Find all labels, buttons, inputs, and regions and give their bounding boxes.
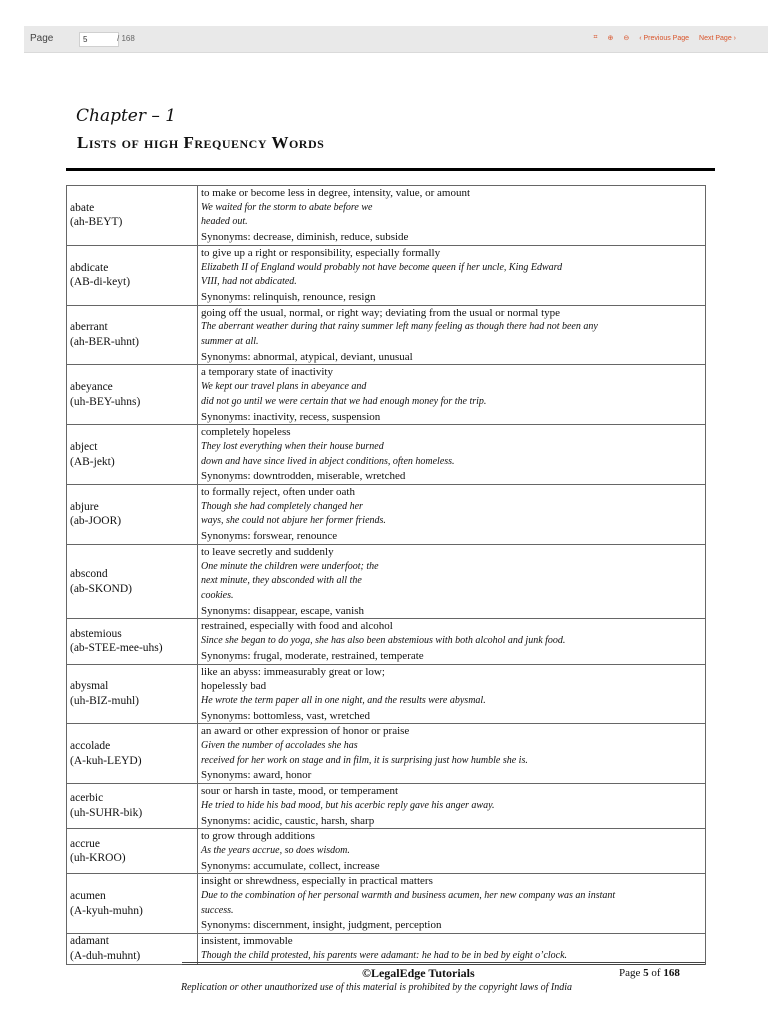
word-row [67,784,706,829]
headword: abdicate [70,261,109,274]
headword: accrue [70,837,100,850]
synonyms-line: Synonyms: frugal, moderate, restrained, temperate [201,649,424,662]
example-sentence: next minute, they absconded with all the [201,575,362,587]
headword: abjure [70,500,99,513]
word-row [67,724,706,784]
synonyms-line: Synonyms: accumulate, collect, increase [201,859,380,872]
example-sentence: did not go until we were certain that we had enough money for the trip. [201,395,487,407]
word-cell [67,544,198,619]
definition-line: completely hopeless [201,426,291,439]
definition-line: insight or shrewdness, especially in practical matters [201,875,433,888]
footer-divider-second [182,964,705,965]
zoom-in-icon[interactable]: ⊕ [607,35,614,42]
pronunciation: (uh-SUHR-bik) [70,807,143,820]
definition-line: sour or harsh in taste, mood, or temperament [201,785,399,798]
definition-cell [198,485,706,545]
definition-cell [198,784,706,829]
word-row [67,485,706,545]
example-sentence: headed out. [201,216,248,228]
synonyms-line: Synonyms: award, honor [201,769,312,782]
word-cell [67,365,198,425]
example-sentence: We waited for the storm to abate before we [201,201,373,213]
word-row [67,245,706,305]
word-row [67,619,706,664]
word-row [67,186,706,246]
page-number-input[interactable] [79,32,119,47]
copyright-notice: Replication or other unauthorized use of this material is prohibited by the copyright laws of India [181,982,572,993]
definition-cell [198,245,706,305]
definition-line: hopelessly bad [201,680,267,693]
definition-cell [198,874,706,934]
footer-divider [182,962,705,963]
headword: aberrant [70,321,108,334]
headword: abysmal [70,680,109,693]
pronunciation: (ab-SKOND) [70,582,132,595]
definition-cell [198,305,706,365]
synonyms-line: Synonyms: downtrodden, miserable, wretched [201,470,406,483]
synonyms-line: Synonyms: discernment, insight, judgment, perception [201,919,442,932]
page-total: / 168 [117,34,135,43]
definition-line: a temporary state of inactivity [201,366,333,379]
definition-cell [198,724,706,784]
example-sentence: Elizabeth II of England would probably not have become queen if her uncle, King Edward [201,261,563,273]
example-sentence: The aberrant weather during that rainy summer left many feeling as though there had not been any [201,321,598,333]
next-page-button[interactable]: Next Page › [699,34,736,42]
word-row [67,365,706,425]
definition-cell [198,365,706,425]
example-sentence: Though she had completely changed her [201,500,363,512]
synonyms-line: Synonyms: relinquish, renounce, resign [201,290,376,303]
word-cell [67,186,198,246]
word-row [67,874,706,934]
synonyms-line: Synonyms: abnormal, atypical, deviant, unusual [201,350,413,363]
footer-page-prefix: Page [619,967,644,979]
word-cell [67,874,198,934]
pronunciation: (A-kuh-LEYD) [70,754,142,767]
page-label: Page [30,33,54,44]
example-sentence: received for her work on stage and in film, it is surprising just how humble she is. [201,754,528,766]
title-divider [66,168,715,171]
pronunciation: (uh-BEY-uhns) [70,395,141,408]
definition-line: an award or other expression of honor or praise [201,725,410,738]
word-table-body [67,186,706,965]
footer-page-of: of [648,967,664,979]
definition-cell [198,934,706,964]
definition-line: restrained, especially with food and alcohol [201,620,393,633]
definition-cell [198,544,706,619]
footer-page-total: 168 [663,967,680,979]
word-cell [67,724,198,784]
example-sentence: One minute the children were underfoot; the [201,560,379,572]
example-sentence: VIII, had not abdicated. [201,276,297,288]
synonyms-line: Synonyms: forswear, renounce [201,530,338,543]
synonyms-line: Synonyms: decrease, diminish, reduce, subside [201,231,409,244]
definition-line: to give up a right or responsibility, especially formally [201,246,441,259]
pronunciation: (A-kyuh-muhn) [70,904,143,917]
word-cell [67,245,198,305]
headword: acerbic [70,792,104,805]
word-row [67,425,706,485]
definition-cell [198,829,706,874]
word-row [67,934,706,964]
example-sentence: down and have since lived in abject conditions, often homeless. [201,455,455,467]
word-row [67,664,706,724]
footer-brand: ©LegalEdge Tutorials [362,966,475,980]
headword: abate [70,201,95,214]
fit-page-icon[interactable]: ⌗ [593,34,598,41]
pronunciation: (ah-BEYT) [70,216,123,229]
definition-cell [198,186,706,246]
headword: abstemious [70,627,122,640]
pronunciation: (AB-jekt) [70,455,115,468]
synonyms-line: Synonyms: acidic, caustic, harsh, sharp [201,814,375,827]
example-sentence: As the years accrue, so does wisdom. [201,844,350,856]
word-table [66,185,706,965]
example-sentence: We kept our travel plans in abeyance and [201,381,367,393]
example-sentence: He wrote the term paper all in one night, and the results were abysmal. [201,694,486,706]
definition-cell [198,619,706,664]
previous-page-button[interactable]: ‹ Previous Page [639,34,690,42]
pronunciation: (ab-JOOR) [70,515,122,528]
word-row [67,829,706,874]
definition-cell [198,425,706,485]
example-sentence: cookies. [201,589,234,601]
pronunciation: (ah-BER-uhnt) [70,336,139,349]
word-cell [67,485,198,545]
synonyms-line: Synonyms: bottomless, vast, wretched [201,709,370,722]
headword: accolade [70,740,111,753]
pronunciation: (ab-STEE-mee-uhs) [70,642,163,655]
word-row [67,544,706,619]
word-cell [67,305,198,365]
synonyms-line: Synonyms: inactivity, recess, suspension [201,410,381,423]
zoom-out-icon[interactable]: ⊖ [623,35,630,42]
example-sentence: They lost everything when their house burned [201,440,384,452]
pdf-toolbar [24,26,768,53]
pronunciation: (uh-BIZ-muhl) [70,694,139,707]
definition-line: going off the usual, normal, or right way; deviating from the usual or normal type [201,306,561,319]
word-cell [67,425,198,485]
headword: abscond [70,567,108,580]
example-sentence: success. [201,904,234,916]
example-sentence: He tried to hide his bad mood, but his acerbic reply gave his anger away. [201,799,495,811]
example-sentence: ways, she could not abjure her former friends. [201,515,386,527]
footer-page-number [619,967,680,979]
example-sentence: Due to the combination of her personal warmth and business acumen, her new company was an instant [201,890,616,902]
example-sentence: Since she began to do yoga, she has also been abstemious with both alcohol and junk food. [201,635,566,647]
example-sentence: Given the number of accolades she has [201,740,358,752]
word-cell [67,664,198,724]
definition-line: to grow through additions [201,830,315,843]
definition-line: to leave secretly and suddenly [201,545,334,558]
chapter-heading: Chapter – 1 [76,106,177,126]
headword: adamant [70,935,109,948]
word-cell [67,619,198,664]
example-sentence: summer at all. [201,336,259,348]
example-sentence: Though the child protested, his parents were adamant: he had to be in bed by eight o’clock. [201,949,568,961]
word-cell [67,934,198,964]
definition-line: insistent, immovable [201,935,293,948]
headword: abeyance [70,381,113,394]
pronunciation: (uh-KROO) [70,852,126,865]
footer-page-current: 5 [643,967,649,979]
word-row [67,305,706,365]
definition-line: like an abyss: immeasurably great or low; [201,665,385,678]
word-cell [67,829,198,874]
toolbar-actions [594,34,736,42]
headword: acumen [70,890,106,903]
pronunciation: (A-duh-muhnt) [70,949,141,962]
headword: abject [70,440,98,453]
page-title: Lists of high Frequency Words [77,133,325,152]
pronunciation: (AB-di-keyt) [70,276,131,289]
definition-line: to formally reject, often under oath [201,486,355,499]
definition-cell [198,664,706,724]
synonyms-line: Synonyms: disappear, escape, vanish [201,604,364,617]
word-cell [67,784,198,829]
definition-line: to make or become less in degree, intensity, value, or amount [201,187,471,199]
